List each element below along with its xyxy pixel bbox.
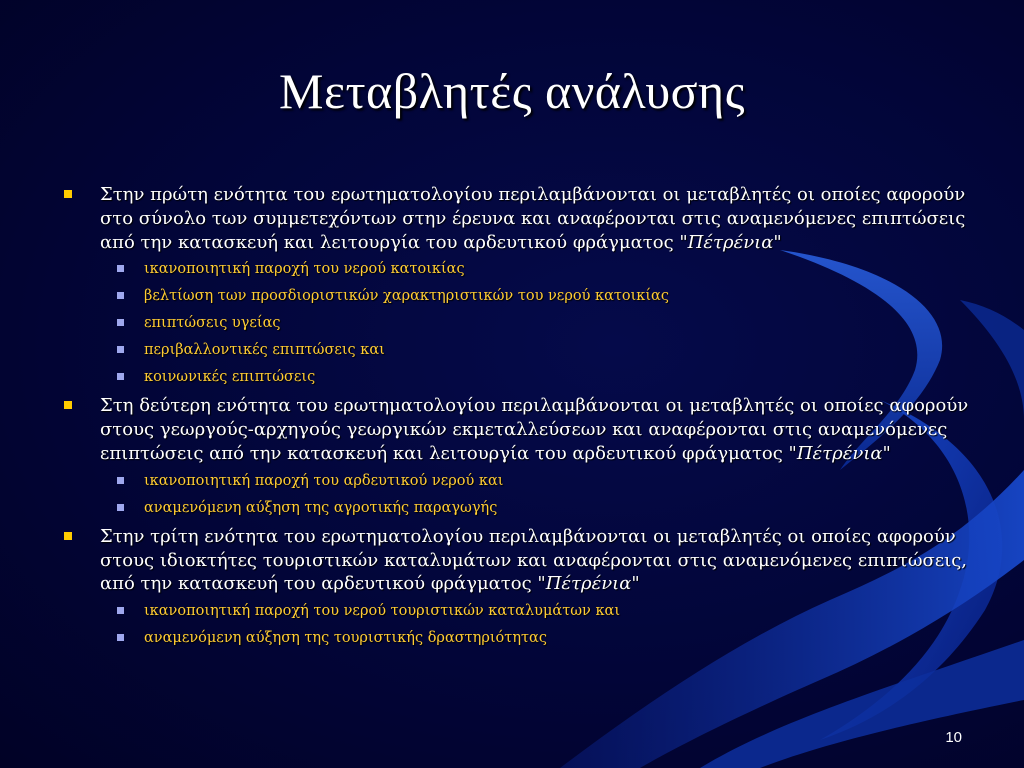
sub-item-text: αναμενόμενη αύξηση της τουριστικής δραστηριότητας xyxy=(144,630,547,647)
bullet-text: Στη δεύτερη ενότητα του ερωτηματολογίου περιλαμβάνονται οι μεταβλητές οι οποίες αφορούν στους γεωργούς-αρχηγούς γεωργικών εκμεταλλεύσεων και αναφέρονται στις αναμενόμενες επιπτώσεις από την κατασκευή και λειτουργία του αρδευτικού φράγματος " xyxy=(100,395,969,464)
square-bullet-icon xyxy=(64,532,72,540)
sub-item xyxy=(62,498,977,519)
bullet-item-3 xyxy=(62,525,977,596)
bullet-text-suffix: " xyxy=(773,231,782,253)
sub-item xyxy=(62,601,977,622)
bullet-item-1 xyxy=(62,183,977,254)
small-square-bullet-icon xyxy=(117,319,124,326)
small-square-bullet-icon xyxy=(117,634,124,641)
sub-item xyxy=(62,313,977,334)
sub-item xyxy=(62,367,977,388)
sub-item-text: αναμενόμενη αύξηση της αγροτικής παραγωγής xyxy=(144,499,498,516)
bullet-text: Στην τρίτη ενότητα του ερωτηματολογίου περιλαμβάνονται οι μεταβλητές οι οποίες αφορούν στους ιδιοκτήτες τουριστικών καταλυμάτων και αναφέρονται στις αναμενόμενες επιπτώσεις, από την κατασκευή του αρδευτικού φράγματος " xyxy=(100,525,968,595)
sub-list-1 xyxy=(62,259,977,388)
slide-content xyxy=(62,183,977,655)
sub-list-3 xyxy=(62,601,977,649)
sub-item-text: βελτίωση των προσδιοριστικών χαρακτηριστικών του νερού κατοικίας xyxy=(144,288,669,305)
bullet-text-suffix: " xyxy=(882,442,891,464)
small-square-bullet-icon xyxy=(117,607,124,614)
small-square-bullet-icon xyxy=(117,265,124,272)
square-bullet-icon xyxy=(64,401,72,409)
sub-item xyxy=(62,471,977,492)
sub-list-2 xyxy=(62,471,977,519)
small-square-bullet-icon xyxy=(117,477,124,484)
sub-item xyxy=(62,259,977,280)
sub-item xyxy=(62,628,977,649)
square-bullet-icon xyxy=(64,190,72,198)
slide-title: Μεταβλητές ανάλυσης xyxy=(278,63,746,119)
sub-item-text: ικανοποιητική παροχή του αρδευτικού νερού και xyxy=(144,472,504,489)
small-square-bullet-icon xyxy=(117,373,124,380)
bullet-text-italic: Πέτρένια xyxy=(796,442,883,464)
sub-item xyxy=(62,286,977,307)
bullet-text-suffix: " xyxy=(631,573,640,595)
bullet-item-2 xyxy=(62,394,977,465)
small-square-bullet-icon xyxy=(117,504,124,511)
sub-item-text: περιβαλλοντικές επιπτώσεις και xyxy=(144,342,385,359)
bullet-text: Στην πρώτη ενότητα του ερωτηματολογίου περιλαμβάνονται οι μεταβλητές οι οποίες αφορούν στο σύνολο των συμμετεχόντων στην έρευνα και αναφέρονται στις αναμενόμενες επιπτώσεις από την κατασκευή και λειτουργία του αρδευτικού φράγματος " xyxy=(100,184,966,253)
sub-item-text: ικανοποιητική παροχή του νερού τουριστικών καταλυμάτων και xyxy=(144,603,621,620)
sub-item xyxy=(62,340,977,361)
bullet-text-italic: Πέτρένια xyxy=(545,573,632,595)
bullet-text-italic: Πέτρένια xyxy=(687,231,774,253)
sub-item-text: ικανοποιητική παροχή του νερού κατοικίας xyxy=(144,261,465,278)
small-square-bullet-icon xyxy=(117,346,124,353)
sub-item-text: επιπτώσεις υγείας xyxy=(144,315,281,332)
small-square-bullet-icon xyxy=(117,292,124,299)
sub-item-text: κοινωνικές επιπτώσεις xyxy=(144,369,316,386)
page-number: 10 xyxy=(945,729,962,746)
